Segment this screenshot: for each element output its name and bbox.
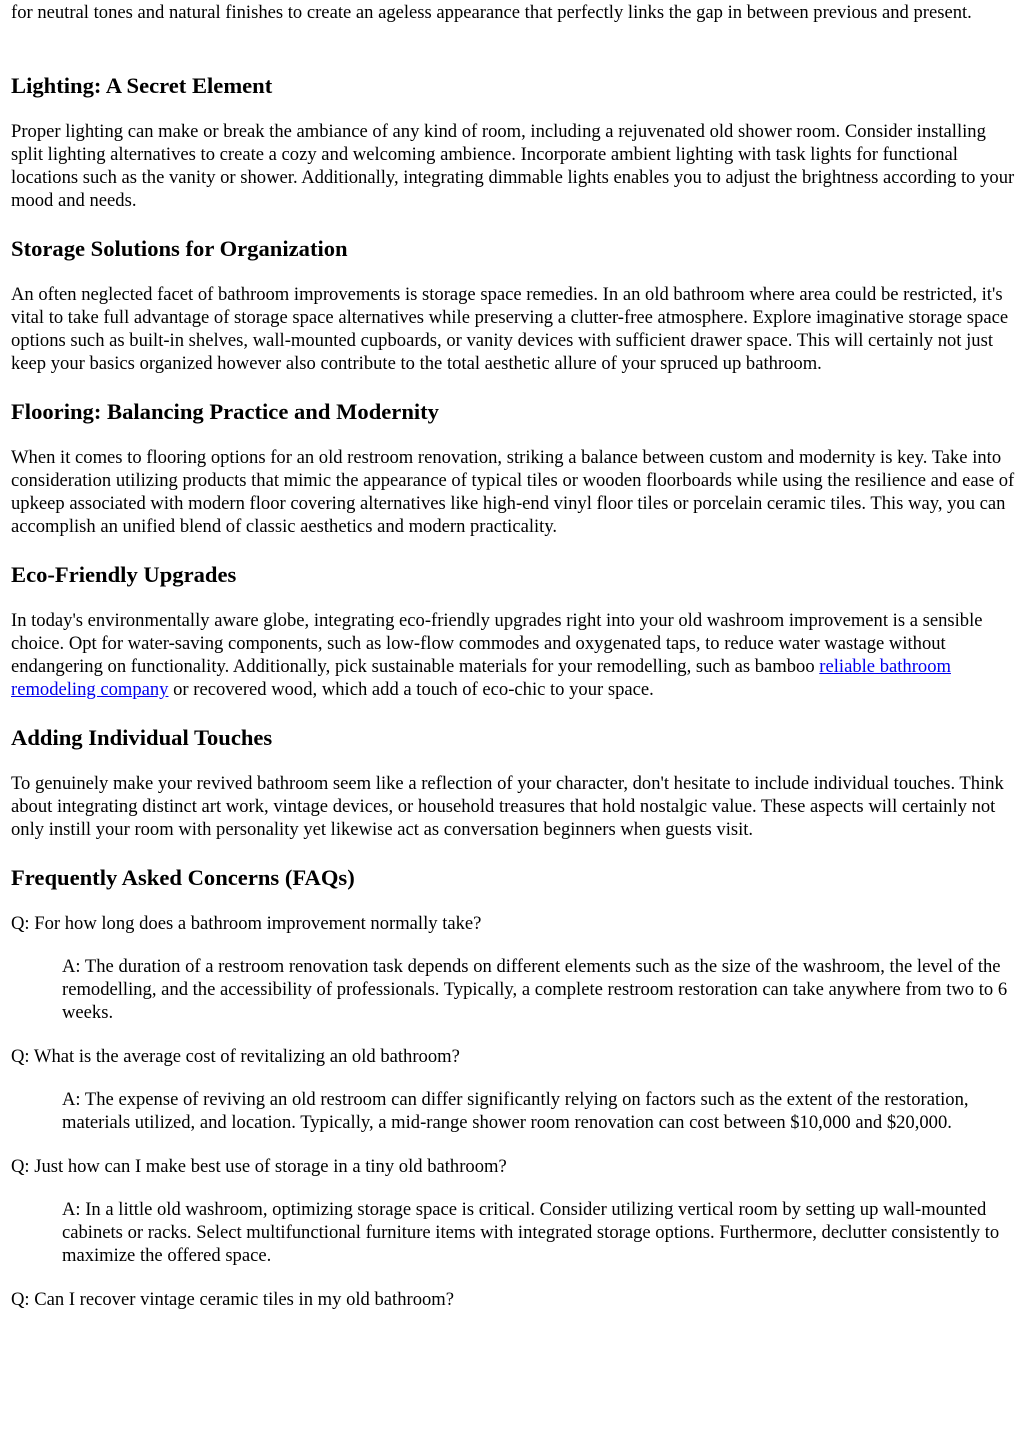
section-body-flooring: When it comes to flooring options for an old restroom renovation, striking a balance between custom and modernity is key. Take into consideration utilizing products that mimic the appearance of typical tiles or wooden floorboards while using the resilience and ease of upkeep associated with modern floor covering alternatives like high-end vinyl floor tiles or porcelain ceramic tiles. This way, you can accomplish an unified blend of classic aesthetics and modern practicality. bbox=[11, 447, 1015, 537]
eco-text-after-link: or recovered wood, which add a touch of eco-chic to your space. bbox=[168, 679, 654, 700]
intro-paragraph: for neutral tones and natural finishes to create an ageless appearance that perfectly links the gap in between previous and present. bbox=[11, 2, 972, 23]
section-heading-flooring: Flooring: Balancing Practice and Modernity bbox=[11, 399, 439, 424]
eco-text-before-link: In today's environmentally aware globe, integrating eco-friendly upgrades right into your old washroom improvement is a sensible choice. Opt for water-saving components, such as low-flow commodes and oxygenated taps, to reduce water wastage without endangering on functionality. Additionally, pick sustainable materials for your remodelling, such as bamboo bbox=[11, 610, 983, 677]
section-heading-eco: Eco-Friendly Upgrades bbox=[11, 562, 237, 587]
faq-answer: A: In a little old washroom, optimizing storage space is critical. Consider utilizing vertical room by setting up wall-mounted cabinets or racks. Select multifunctional furniture items with integrated storage options. Furthermore, declutter consistently to maximize the offered space. bbox=[62, 1199, 1000, 1266]
faq-heading: Frequently Asked Concerns (FAQs) bbox=[11, 865, 355, 890]
faq-question: Q: What is the average cost of revitalizing an old bathroom? bbox=[11, 1046, 460, 1067]
section-body-lighting: Proper lighting can make or break the ambiance of any kind of room, including a rejuvenated old shower room. Consider installing split lighting alternatives to create a cozy and welcoming ambience. Incorporate ambient lighting with task lights for functional locations such as the vanity or shower. Additionally, integrating dimmable lights enables you to adjust the brightness according to your mood and needs. bbox=[11, 121, 1015, 211]
section-body-storage: An often neglected facet of bathroom improvements is storage space remedies. In an old bathroom where area could be restricted, it's vital to take full advantage of storage space alternatives while preserving a clutter-free atmosphere. Explore imaginative storage space options such as built-in shelves, wall-mounted cupboards, or vanity devices with sufficient drawer space. This will certainly not just keep your basics organized however also contribute to the total aesthetic allure of your spruced up bathroom. bbox=[11, 284, 1009, 374]
section-body-personal: To genuinely make your revived bathroom seem like a reflection of your character, don't hesitate to include individual touches. Think about integrating distinct art work, vintage devices, or household treasures that hold nostalgic value. These aspects will certainly not only instill your room with personality yet likewise act as conversation beginners when guests visit. bbox=[11, 773, 1004, 840]
section-heading-storage: Storage Solutions for Organization bbox=[11, 236, 348, 261]
section-body-eco bbox=[11, 609, 1015, 701]
faq-question: Q: For how long does a bathroom improvement normally take? bbox=[11, 913, 482, 934]
remodeling-company-link[interactable]: reliable bathroom remodeling company bbox=[11, 656, 951, 700]
article bbox=[11, 0, 1015, 1311]
section-heading-lighting: Lighting: A Secret Element bbox=[11, 73, 273, 98]
faq-question: Q: Can I recover vintage ceramic tiles in my old bathroom? bbox=[11, 1289, 454, 1310]
section-heading-personal: Adding Individual Touches bbox=[11, 725, 273, 750]
faq-answer: A: The expense of reviving an old restroom can differ significantly relying on factors such as the extent of the restoration, materials utilized, and location. Typically, a mid-range shower room renovation can cost between $10,000 and $20,000. bbox=[62, 1089, 969, 1133]
faq-answer: A: The duration of a restroom renovation task depends on different elements such as the size of the washroom, the level of the remodelling, and the accessibility of professionals. Typically, a complete restroom restoration can take anywhere from two to 6 weeks. bbox=[62, 956, 1008, 1023]
faq-question: Q: Just how can I make best use of storage in a tiny old bathroom? bbox=[11, 1156, 507, 1177]
